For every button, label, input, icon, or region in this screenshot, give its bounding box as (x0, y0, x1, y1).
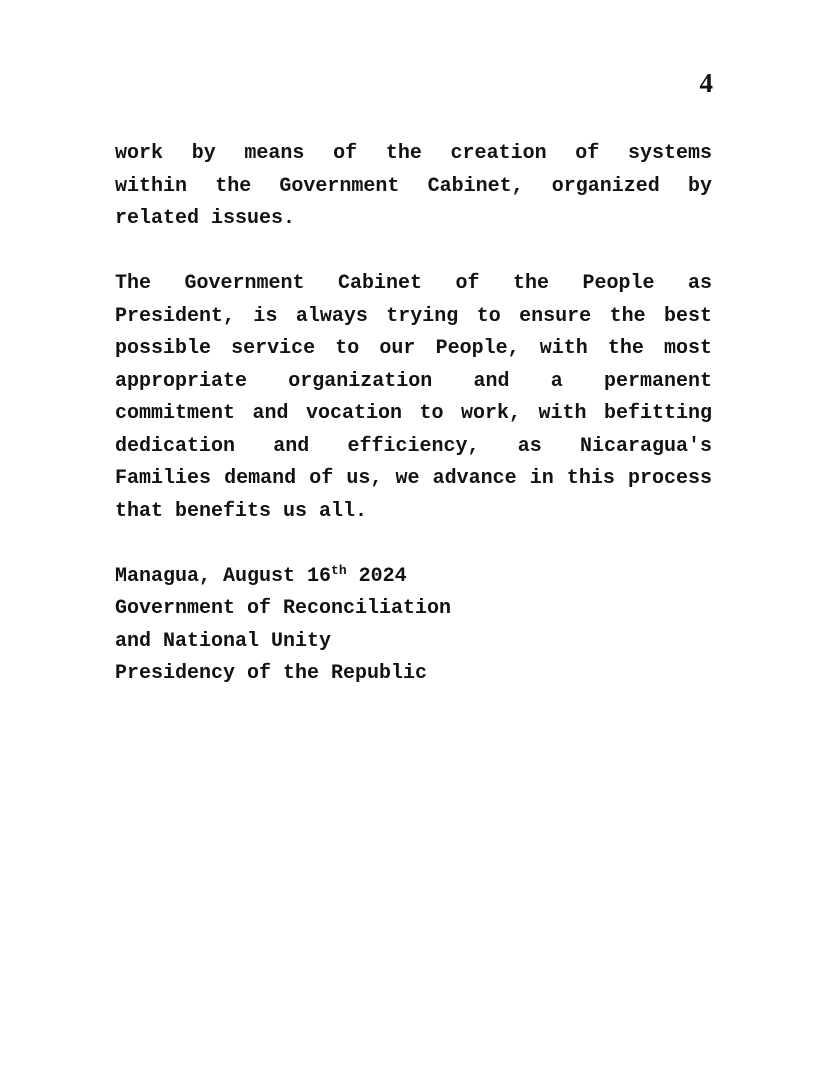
body-line: Families demand of us, we advance in this process (115, 467, 712, 490)
date-ordinal-superscript: th (331, 562, 347, 578)
body-line: possible service to our People, with the most (115, 337, 712, 360)
body-line: President, is always trying to ensure the best (115, 304, 712, 328)
date-suffix: 2024 (346, 564, 407, 588)
paragraph-2 (115, 268, 712, 528)
body-line: work by means of the creation of systems (115, 142, 712, 165)
signature-line: Government of Reconciliation (115, 597, 452, 620)
body-line: dedication and efficiency, as Nicaragua's (115, 434, 712, 458)
signature-line: Presidency of the Republic (115, 662, 428, 685)
date-line (115, 561, 712, 594)
page-number: 4 (699, 68, 713, 98)
document-body (115, 138, 712, 691)
body-line: related issues. (115, 207, 296, 230)
signature-line: and National Unity (115, 629, 332, 653)
body-line: commitment and vocation to work, with befitting (115, 402, 712, 425)
body-line: appropriate organization and a permanent (115, 369, 712, 393)
paragraph-1 (115, 138, 712, 236)
signature-block (115, 561, 712, 691)
body-line: within the Government Cabinet, organized by (115, 174, 712, 198)
date-prefix: Managua, August 16 (115, 564, 332, 588)
body-line: that benefits us all. (115, 499, 368, 523)
body-line: The Government Cabinet of the People as (115, 272, 712, 295)
